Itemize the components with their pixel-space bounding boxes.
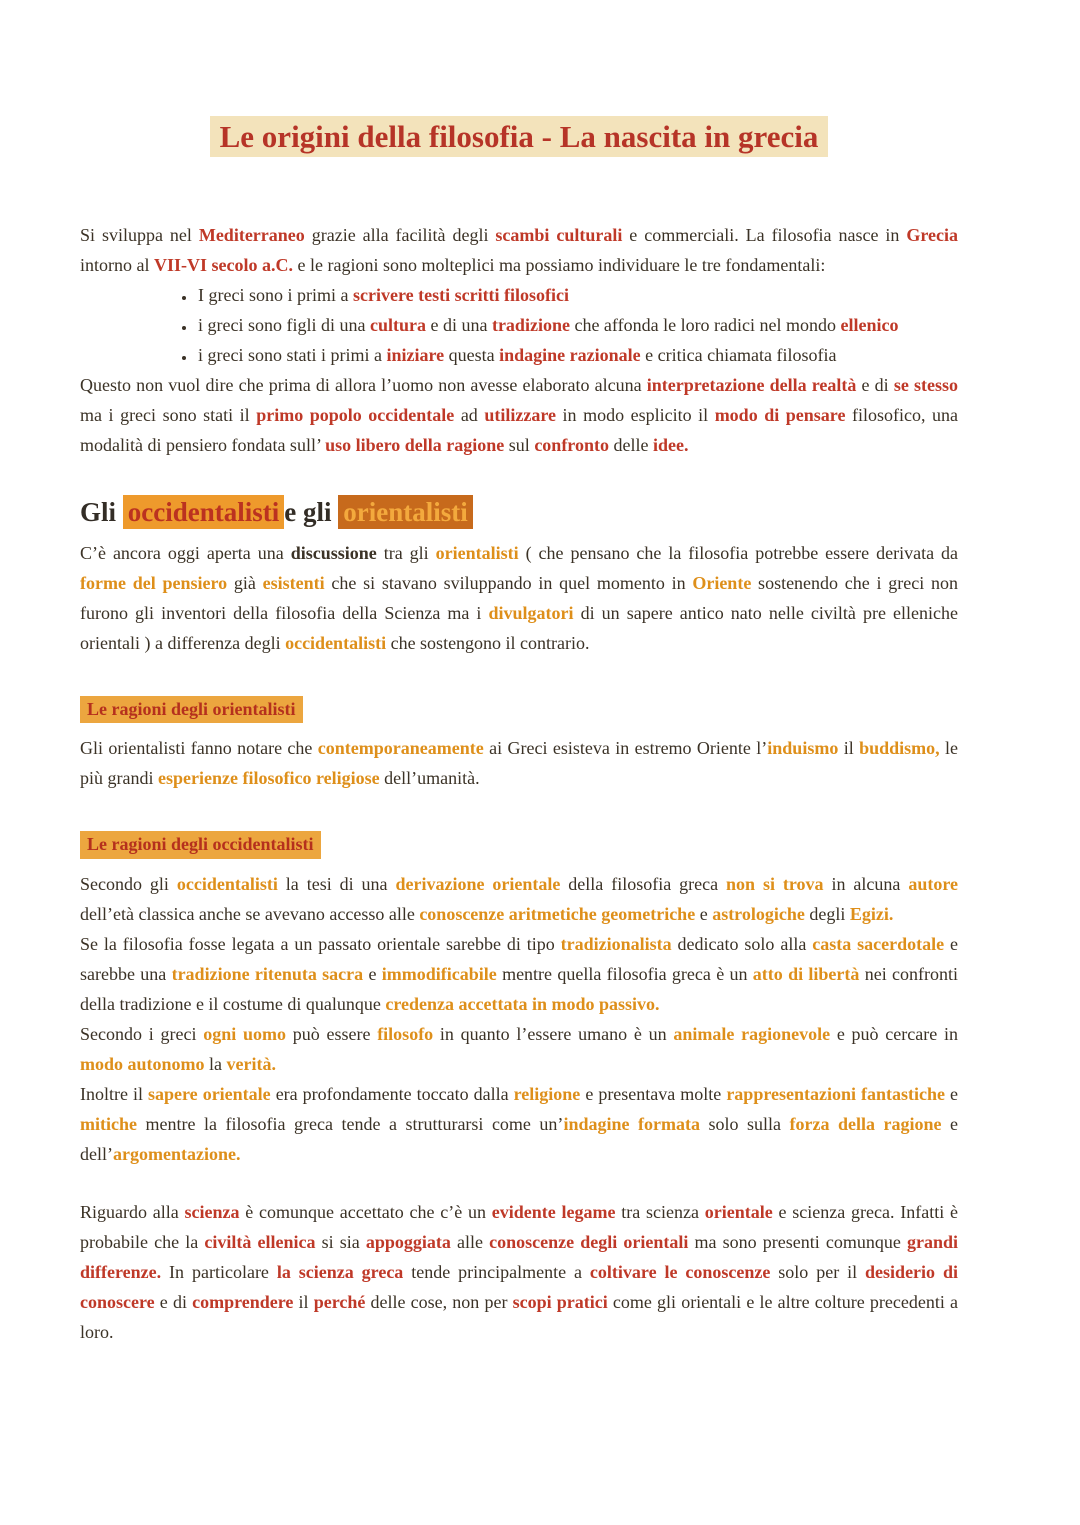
emphasis-text: idee.: [652, 434, 689, 455]
emphasis-text: conoscenze degli orientali: [489, 1231, 689, 1252]
text-run: in alcuna: [823, 873, 909, 894]
text-run: può essere: [285, 1023, 378, 1044]
emphasis-text: religione: [513, 1083, 581, 1104]
subsection-heading: Le ragioni degli occidentalisti: [80, 831, 321, 858]
emphasis-text: perché: [313, 1291, 366, 1312]
emphasis-text: VII-VI secolo a.C.: [154, 254, 293, 275]
text-run: ai Greci esisteva in estremo Oriente l’: [483, 738, 768, 759]
emphasis-text: iniziare: [386, 344, 445, 365]
emphasis-text: indagine razionale: [499, 344, 641, 365]
text-run: il: [293, 1291, 314, 1312]
text-run: ( che pensano che la filosofia potrebbe essere derivata da: [518, 543, 959, 564]
text-run: intorno al: [80, 254, 154, 275]
emphasis-text: immodificabile: [381, 963, 497, 984]
text-run: tra gli: [376, 543, 436, 564]
emphasis-text: grandi differenze.: [80, 1231, 958, 1282]
paragraph: [80, 929, 958, 1019]
text-run: C’è ancora oggi aperta una: [80, 543, 291, 564]
paragraph: [80, 370, 958, 460]
text-run: e di: [154, 1291, 193, 1312]
emphasis-text: occidentalisti: [285, 633, 387, 654]
title-highlight: Le origini della filosofia - La nascita in grecia: [210, 116, 829, 157]
text-run: in modo esplicito il: [556, 404, 715, 425]
text-run: e può cercare in: [830, 1023, 958, 1044]
emphasis-text: argomentazione.: [113, 1143, 241, 1164]
paragraph: [80, 538, 958, 658]
text-run: Si sviluppa nel: [80, 224, 199, 245]
emphasis-text: Mediterraneo: [198, 224, 305, 245]
emphasis-text: autore: [908, 873, 958, 894]
emphasis-text: esperienze filosofico religiose: [158, 768, 380, 789]
text-run: e le ragioni sono molteplici ma possiamo individuare le tre fondamentali:: [293, 254, 826, 275]
text-run: e dell’: [80, 1113, 959, 1164]
text-run: delle: [608, 434, 653, 455]
emphasis-text: animale ragionevole: [673, 1023, 831, 1044]
emphasis-text: coltivare le conoscenze: [589, 1261, 771, 1282]
emphasis-text: credenza accettata in modo passivo.: [385, 993, 660, 1014]
text-run: dell’umanità.: [379, 768, 480, 789]
text-run: si sia: [315, 1231, 366, 1252]
text-run: e di: [856, 374, 894, 395]
emphasis-text: scrivere testi scritti filosofici: [352, 284, 570, 305]
emphasis-text: cultura: [369, 314, 426, 335]
text-run: della filosofia greca: [560, 873, 727, 894]
text-run: i greci sono stati i primi a: [198, 344, 387, 365]
text-run: mentre la filosofia greca tende a strutturarsi come un’: [136, 1113, 564, 1134]
bullet-item: [196, 310, 958, 340]
text-run: mentre quella filosofia greca è un: [496, 963, 753, 984]
emphasis-text: occidentalisti: [176, 873, 278, 894]
emphasis-text: scopi pratici: [512, 1291, 608, 1312]
text-run: il: [838, 738, 860, 759]
emphasis-text: indagine formata: [563, 1113, 700, 1134]
emphasis-text: orientalisti: [338, 495, 472, 529]
text-run: era profondamente toccato dalla: [270, 1083, 514, 1104]
text-run: Gli: [80, 496, 123, 527]
emphasis-text: tradizionalista: [560, 933, 672, 954]
text-run: tra scienza: [615, 1201, 705, 1222]
emphasis-text: derivazione orientale: [395, 873, 561, 894]
emphasis-text: casta sacerdotale: [812, 933, 945, 954]
emphasis-text: esistenti: [262, 573, 325, 594]
text-run: è comunque accettato che c’è un: [239, 1201, 492, 1222]
emphasis-text: modo di pensare: [714, 404, 846, 425]
emphasis-text: scambi culturali: [495, 224, 623, 245]
text-run: e: [944, 1083, 958, 1104]
emphasis-text: confronto: [534, 434, 609, 455]
emphasis-text: buddismo,: [859, 738, 940, 759]
text-run: solo sulla: [699, 1113, 790, 1134]
text-run: in quanto l’essere umano è un: [433, 1023, 674, 1044]
emphasis-text: ellenico: [840, 314, 899, 335]
text-run: ma i greci sono stati il: [80, 404, 257, 425]
text-run: e scienza greca. Infatti è probabile che la: [80, 1201, 958, 1252]
text-run: Inoltre il: [80, 1083, 149, 1104]
emphasis-text: non si trova: [726, 873, 824, 894]
emphasis-text: forza della ragione: [789, 1113, 942, 1134]
emphasis-text: Grecia: [906, 224, 959, 245]
text-run: che sostengono il contrario.: [386, 633, 590, 654]
bullet-item: [196, 280, 958, 310]
emphasis-text: rappresentazioni fantastiche: [726, 1083, 945, 1104]
emphasis-text: scienza: [184, 1201, 240, 1222]
text-run: delle cose, non per: [365, 1291, 513, 1312]
text-run: sostenendo che i greci non furono gli inventori della filosofia della Scienza ma i: [80, 573, 958, 624]
text-run: e presentava molte: [580, 1083, 727, 1104]
emphasis-text: ogni uomo: [203, 1023, 286, 1044]
text-run: ad: [454, 404, 485, 425]
text-run: solo per il: [770, 1261, 866, 1282]
text-run: dedicato solo alla: [671, 933, 813, 954]
emphasis-text: atto di libertà: [752, 963, 860, 984]
emphasis-text: astrologiche: [712, 903, 805, 924]
text-run: questa: [444, 344, 500, 365]
emphasis-text: se stesso: [893, 374, 958, 395]
emphasis-text: civiltà ellenica: [204, 1231, 316, 1252]
text-run: i greci sono figli di una: [198, 314, 370, 335]
paragraph: [80, 1197, 958, 1347]
text-run: di un sapere antico nato nelle civiltà pre elleniche orientali ) a differenza degli: [80, 603, 958, 654]
emphasis-text: orientalisti: [435, 543, 519, 564]
emphasis-text: tradizione ritenuta sacra: [171, 963, 364, 984]
text-run: e: [363, 963, 382, 984]
emphasis-text: contemporaneamente: [317, 738, 484, 759]
text-run: Riguardo alla: [80, 1201, 185, 1222]
paragraph: [80, 220, 958, 280]
text-run: Secondo i greci: [80, 1023, 204, 1044]
text-run: già: [227, 573, 263, 594]
paragraph: [80, 869, 958, 929]
emphasis-text: verità.: [226, 1053, 276, 1074]
text-run: come gli orientali e le altre colture precedenti a loro.: [80, 1291, 958, 1342]
page-title: [80, 116, 958, 158]
text-run: In particolare: [161, 1261, 277, 1282]
text-run: I greci sono i primi a: [198, 284, 353, 305]
text-run: e critica chiamata filosofia: [640, 344, 837, 365]
text-run: e: [695, 903, 713, 924]
emphasis-text: la scienza greca: [276, 1261, 404, 1282]
text-run: e sarebbe una: [80, 933, 958, 984]
emphasis-text: conoscenze aritmetiche geometriche: [419, 903, 696, 924]
text-run: la tesi di una: [277, 873, 396, 894]
emphasis-text: appoggiata: [365, 1231, 451, 1252]
document-content: [80, 220, 958, 1347]
text-run: sul: [504, 434, 535, 455]
text-run: Questo non vuol dire che prima di allora l’uomo non avesse elaborato alcuna: [80, 374, 647, 395]
emphasis-text: tradizione: [491, 314, 570, 335]
emphasis-text: orientale: [704, 1201, 773, 1222]
emphasis-text: discussione: [290, 543, 377, 564]
emphasis-text: occidentalisti: [123, 495, 284, 529]
emphasis-text: Oriente: [692, 573, 752, 594]
emphasis-text: desiderio di conoscere: [80, 1261, 958, 1312]
text-run: le più grandi: [80, 738, 958, 789]
emphasis-text: forme del pensiero: [80, 573, 228, 594]
text-run: nei confronti della tradizione e il costume di qualunque: [80, 963, 958, 1014]
emphasis-text: interpretazione della realtà: [646, 374, 857, 395]
text-run: dell’età classica anche se avevano accesso alle: [80, 903, 420, 924]
emphasis-text: divulgatori: [488, 603, 574, 624]
emphasis-text: evidente legame: [491, 1201, 616, 1222]
text-run: e di una: [425, 314, 492, 335]
text-run: che si stavano sviluppando in quel momento in: [324, 573, 693, 594]
paragraph: [80, 1019, 958, 1079]
text-run: alle: [450, 1231, 490, 1252]
paragraph: [80, 733, 958, 793]
bullet-list: [80, 280, 958, 370]
emphasis-text: induismo: [767, 738, 839, 759]
paragraph: [80, 1079, 958, 1169]
emphasis-text: comprendere: [192, 1291, 294, 1312]
bullet-item: [196, 340, 958, 370]
emphasis-text: uso libero della ragione: [325, 434, 505, 455]
emphasis-text: mitiche: [80, 1113, 137, 1134]
emphasis-text: sapere orientale: [148, 1083, 271, 1104]
text-run: filosofico, una modalità di pensiero fondata sull’: [80, 404, 959, 455]
text-run: Gli orientalisti fanno notare che: [80, 738, 318, 759]
emphasis-text: modo autonomo: [80, 1053, 205, 1074]
text-run: la: [204, 1053, 227, 1074]
section-heading: [80, 494, 958, 530]
emphasis-text: filosofo: [377, 1023, 434, 1044]
text-run: che affonda le loro radici nel mondo: [569, 314, 841, 335]
emphasis-text: primo popolo occidentale: [256, 404, 455, 425]
text-run: tende principalmente a: [403, 1261, 590, 1282]
text-run: degli: [804, 903, 850, 924]
emphasis-text: Egizi.: [849, 903, 894, 924]
text-run: grazie alla facilità degli: [304, 224, 496, 245]
text-run: Secondo gli: [80, 873, 177, 894]
emphasis-text: utilizzare: [484, 404, 556, 425]
text-run: Se la filosofia fosse legata a un passato orientale sarebbe di tipo: [80, 933, 561, 954]
text-run: e commerciali. La filosofia nasce in: [622, 224, 907, 245]
subsection-heading: Le ragioni degli orientalisti: [80, 696, 303, 723]
text-run: ma sono presenti comunque: [688, 1231, 907, 1252]
text-run: e gli: [284, 496, 339, 527]
